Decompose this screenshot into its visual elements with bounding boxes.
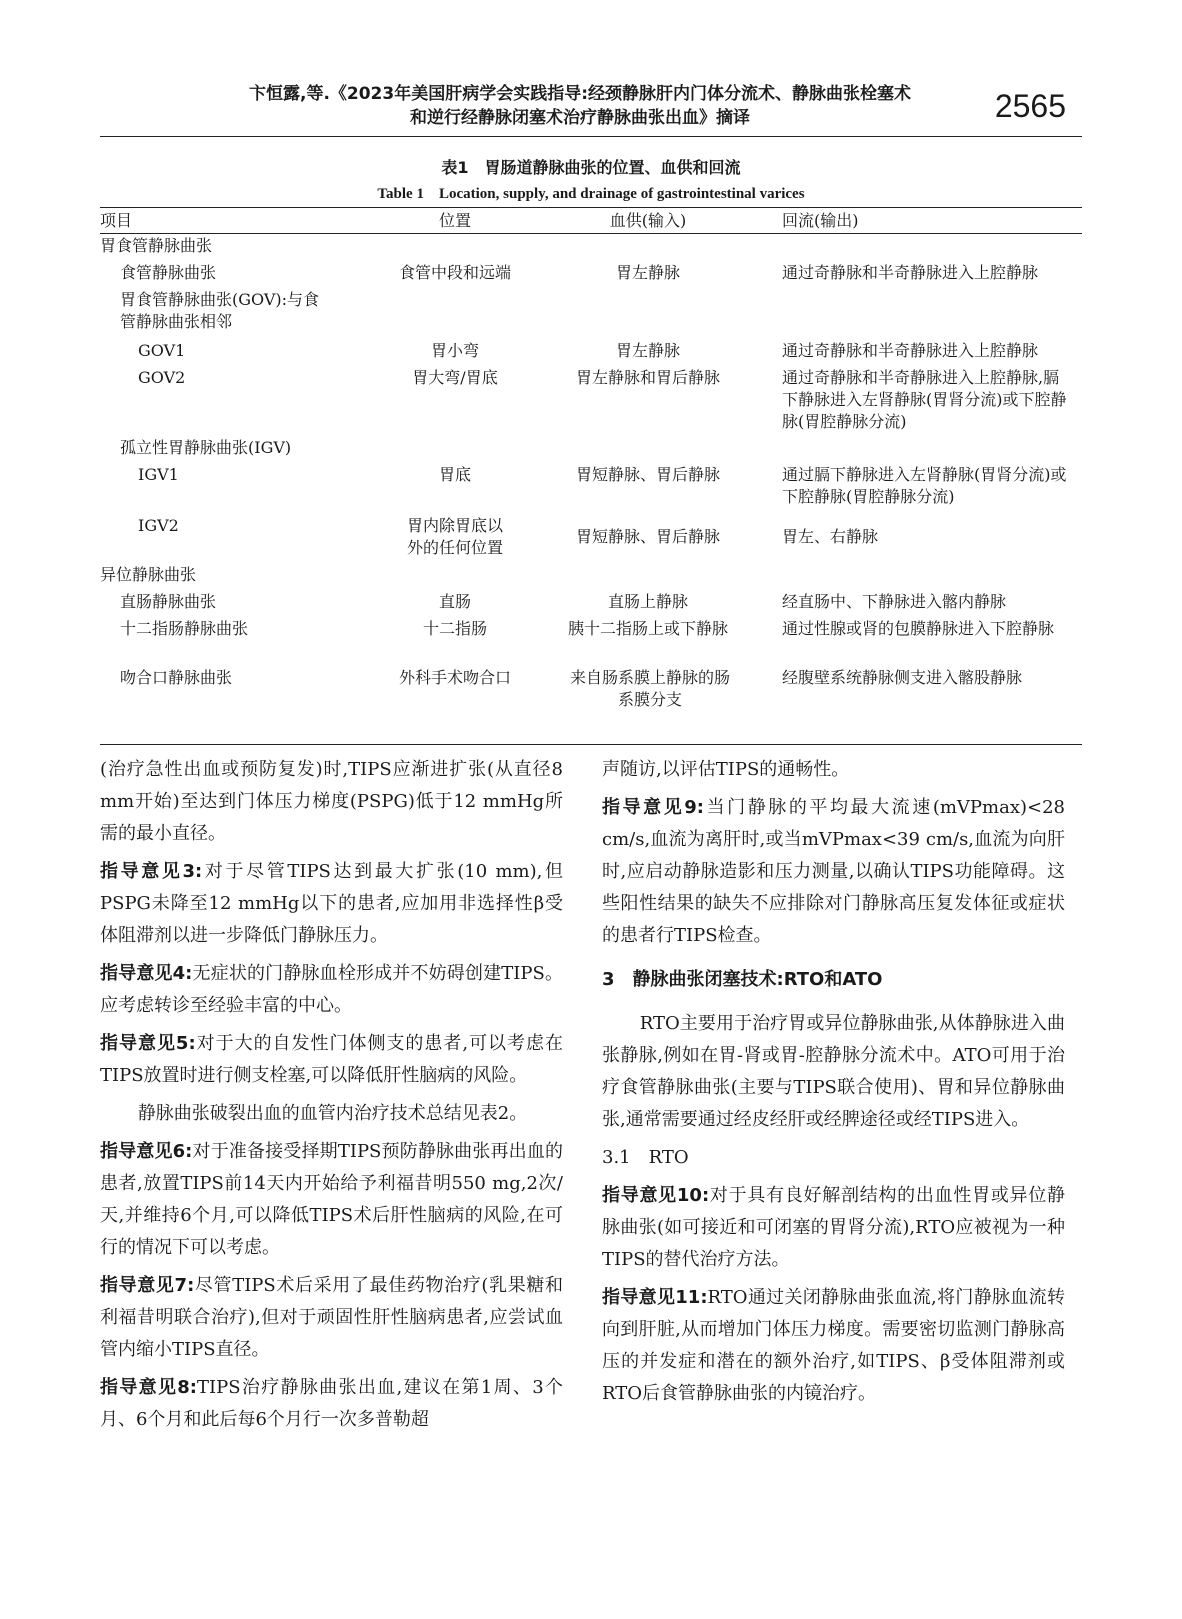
row-location: 外科手术吻合口 <box>398 668 511 687</box>
row-item: IGV1 <box>138 465 179 484</box>
row-supply: 直肠上静脉 <box>607 592 688 611</box>
paragraph: (治疗急性出血或预防复发)时,TIPS应渐进扩张(从直径8 mm开始)至达到门体压力梯度(PSPG)低于12 mmHg所需的最小直径。 <box>100 759 563 844</box>
guideline-5 <box>100 1028 563 1092</box>
paragraph: 静脉曲张破裂出血的血管内治疗技术总结见表2。 <box>137 1103 528 1124</box>
row-item: GOV2 <box>138 368 186 387</box>
running-title-line2: 和逆行经静脉闭塞术治疗静脉曲张出血》摘译 <box>410 108 750 128</box>
guideline-text: 对于尽管TIPS达到最大扩张(10 mm),但PSPG未降至12 mmHg以下的患者,应加用非选择性β受体阻滞剂以进一步降低门静脉压力。 <box>100 861 563 946</box>
guideline-label: 指导意见3: <box>100 861 203 882</box>
varices-table <box>100 207 1082 745</box>
guideline-9 <box>602 792 1065 952</box>
header-rule <box>100 233 1082 234</box>
row-drainage: 经腹壁系统静脉侧支进入髂股静脉 <box>782 668 1023 687</box>
guideline-text: TIPS治疗静脉曲张出血,建议在第1周、3个月、6个月和此后每6个月行一次多普勒超 <box>100 1377 563 1430</box>
row-item: 胃食管静脉曲张 <box>100 236 213 255</box>
guideline-7 <box>100 1270 563 1366</box>
row-location: 胃底 <box>438 465 471 484</box>
guideline-text: 对于准备接受择期TIPS预防静脉曲张再出血的患者,放置TIPS前14天内开始给予利福昔明550 mg,2次/天,并维持6个月,可以降低TIPS术后肝性脑病的风险,在可行的情况下可以考虑。 <box>100 1141 563 1258</box>
paragraph: RTO主要用于治疗胃或异位静脉曲张,从体静脉进入曲张静脉,例如在胃-肾或胃-腔静脉分流术中。ATO可用于治疗食管静脉曲张(主要与TIPS联合使用)、胃和异位静脉曲张,通常需要通过经皮经肝或经脾途径或经TIPS进入。 <box>602 1013 1065 1130</box>
guideline-label: 指导意见4: <box>100 963 193 984</box>
row-location: 直肠 <box>438 592 471 611</box>
paragraph: 声随访,以评估TIPS的通畅性。 <box>602 759 850 780</box>
running-header <box>100 78 1082 137</box>
guideline-4 <box>100 958 563 1022</box>
row-location: 食管中段和远端 <box>398 263 511 282</box>
row-item: 十二指肠静脉曲张 <box>120 619 249 638</box>
row-item: 直肠静脉曲张 <box>120 592 217 611</box>
guideline-10 <box>602 1180 1065 1276</box>
row-supply: 胰十二指肠上或下静脉 <box>567 619 728 638</box>
row-item: 食管静脉曲张 <box>120 263 217 282</box>
row-item: 异位静脉曲张 <box>100 565 197 584</box>
row-location: 胃小弯 <box>430 341 479 360</box>
page-number: 2565 <box>994 88 1066 124</box>
row-supply: 胃短静脉、胃后静脉 <box>575 527 720 546</box>
guideline-11 <box>602 1282 1065 1410</box>
section-heading: 3 静脉曲张闭塞技术:RTO和ATO <box>602 969 883 990</box>
guideline-text: 当门静脉的平均最大流速(mVPmax)<28 cm/s,血流为离肝时,或当mVPmax<39 cm/s,血流为向肝时,应启动静脉造影和压力测量,以确认TIPS功能障碍。这些阳性结果的缺失不应排除对门静脉高压复发体征或症状的患者行TIPS检查。 <box>602 797 1065 946</box>
row-drainage: 通过奇静脉和半奇静脉进入上腔静脉 <box>782 263 1039 282</box>
guideline-label: 指导意见8: <box>100 1377 198 1398</box>
guideline-label: 指导意见5: <box>100 1033 196 1054</box>
row-item: 吻合口静脉曲张 <box>120 668 233 687</box>
column-header-drainage: 回流(输出) <box>782 211 859 230</box>
guideline-text: RTO通过关闭静脉曲张血流,将门静脉血流转向到肝脏,从而增加门体压力梯度。需要密切监测门静脉高压的并发症和潜在的额外治疗,如TIPS、β受体阻滞剂或RTO后食管静脉曲张的内镜治疗。 <box>602 1287 1065 1404</box>
table-caption-zh: 表1 胃肠道静脉曲张的位置、血供和回流 <box>441 158 741 177</box>
subsection-heading: 3.1 RTO <box>602 1147 689 1168</box>
row-drainage: 通过奇静脉和半奇静脉进入上腔静脉 <box>782 341 1039 360</box>
guideline-text: 尽管TIPS术后采用了最佳药物治疗(乳果糖和利福昔明联合治疗),但对于顽固性肝性脑病患者,应尝试血管内缩小TIPS直径。 <box>100 1275 563 1360</box>
running-title-line1: 卞恒露,等.《2023年美国肝病学会实践指导:经颈静脉肝内门体分流术、静脉曲张栓塞术 <box>248 84 912 104</box>
guideline-text: 对于具有良好解剖结构的出血性胃或异位静脉曲张(如可接近和可闭塞的胃肾分流),RTO应被视为一种TIPS的替代治疗方法。 <box>602 1185 1066 1270</box>
guideline-label: 指导意见10: <box>602 1185 710 1206</box>
row-drainage: 通过性腺或肾的包膜静脉进入下腔静脉 <box>782 619 1055 638</box>
guideline-label: 指导意见6: <box>100 1141 193 1162</box>
right-column <box>602 754 1065 1410</box>
guideline-label: 指导意见9: <box>602 797 704 818</box>
column-header-location: 位置 <box>438 211 471 230</box>
table-caption-en: Table 1 Location, supply, and drainage of gastrointestinal varices <box>377 186 805 202</box>
guideline-6 <box>100 1136 563 1264</box>
guideline-text: 无症状的门静脉血栓形成并不妨碍创建TIPS。应考虑转诊至经验丰富的中心。 <box>100 963 563 1016</box>
row-location: 胃内除胃底以外的任何位置 <box>406 516 503 557</box>
row-item: 孤立性胃静脉曲张(IGV) <box>120 438 292 457</box>
column-header-item: 项目 <box>100 211 133 230</box>
left-column <box>100 754 563 1436</box>
running-title <box>210 82 950 130</box>
row-location: 十二指肠 <box>422 619 487 638</box>
row-supply: 胃左静脉和胃后静脉 <box>575 368 720 387</box>
row-item: 胃食管静脉曲张(GOV):与食管静脉曲张相邻 <box>120 290 320 331</box>
row-drainage: 经直肠中、下静脉进入髂内静脉 <box>782 592 1007 611</box>
guideline-text: 对于大的自发性门体侧支的患者,可以考虑在TIPS放置时进行侧支栓塞,可以降低肝性脑病的风险。 <box>100 1033 563 1086</box>
guideline-3 <box>100 856 563 952</box>
row-drainage: 通过奇静脉和半奇静脉进入上腔静脉,膈下静脉进入左肾静脉(胃肾分流)或下腔静脉(胃腔静脉分流) <box>782 368 1067 431</box>
row-supply: 胃短静脉、胃后静脉 <box>575 465 720 484</box>
guideline-8 <box>100 1372 563 1436</box>
row-item: GOV1 <box>138 341 186 360</box>
row-location: 胃大弯/胃底 <box>412 368 498 387</box>
row-supply: 来自肠系膜上静脉的肠系膜分支 <box>570 668 731 709</box>
row-drainage: 通过膈下静脉进入左肾静脉(胃肾分流)或下腔静脉(胃腔静脉分流) <box>782 465 1067 506</box>
column-header-supply: 血供(输入) <box>609 211 687 230</box>
row-supply: 胃左静脉 <box>615 341 680 360</box>
row-drainage: 胃左、右静脉 <box>782 527 879 546</box>
guideline-label: 指导意见7: <box>100 1275 195 1296</box>
guideline-label: 指导意见11: <box>602 1287 708 1308</box>
row-supply: 胃左静脉 <box>615 263 680 282</box>
row-item: IGV2 <box>138 516 179 535</box>
